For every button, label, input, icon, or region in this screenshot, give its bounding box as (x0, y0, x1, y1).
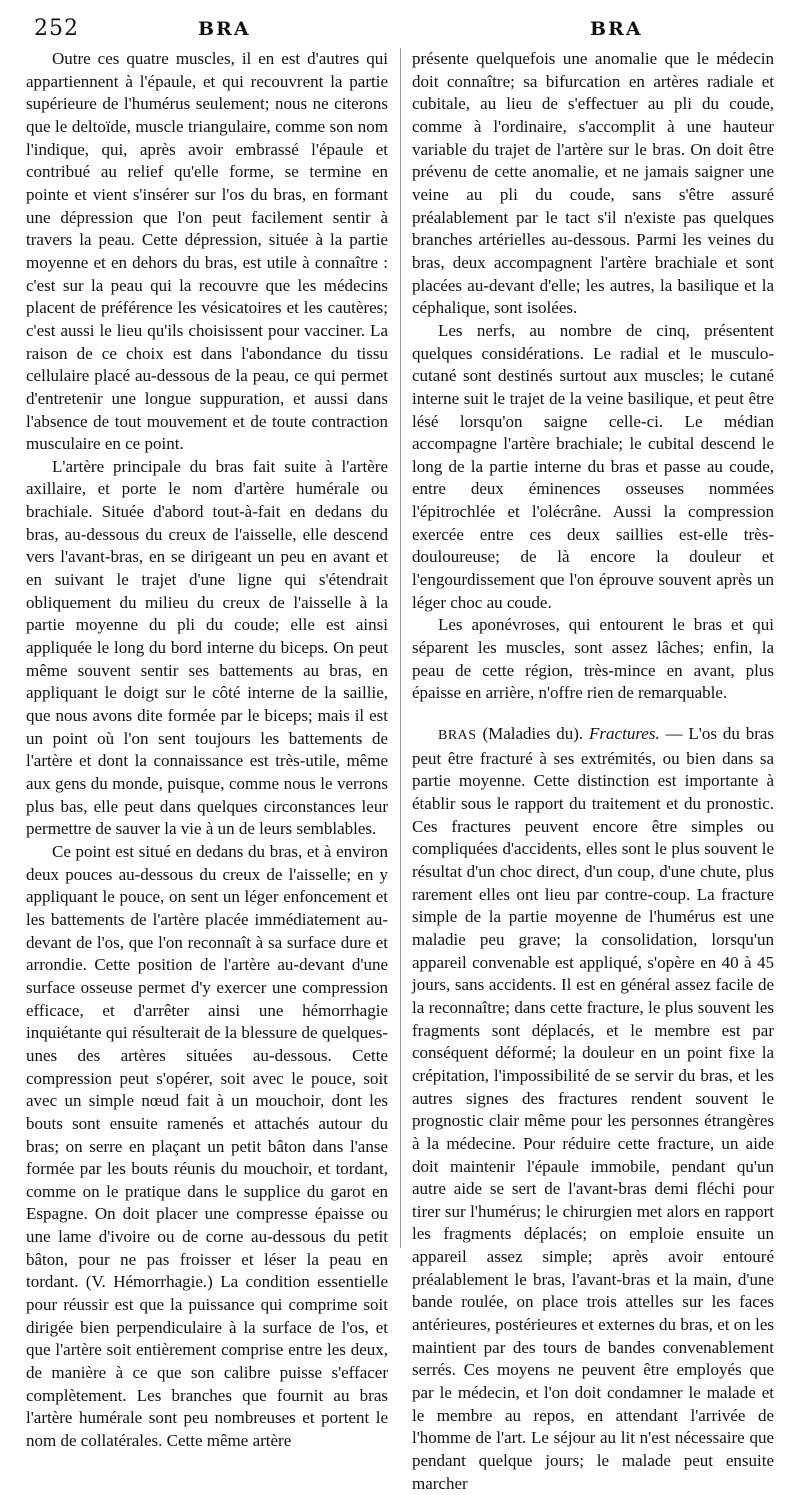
entry-heading: BRAS (438, 728, 477, 744)
section-title-fractures: Fractures. (589, 724, 660, 744)
left-column (26, 48, 388, 1453)
paragraph-anomaly: présente quelquefois une anomalie que le médecin doit connaître; sa bifurcation en artères radiale et cubitale, au lieu de s'effectuer au pli du coude, comme à l'ordinaire, s'accomplit à une hauteur variable du trajet de l'artère sur le bras. On doit être prévenu de cette anomalie, et ne jamais saigner une veine au pli du coude, sans s'être assuré préalablement par le tact s'il n'existe pas quelques branches artérielles au-dessous. Parmi les veines du bras, deux accompagnent l'artère brachiale et sont placées au-devant d'elle; les autres, la basilique et la céphalique, sont isolées. (412, 49, 774, 318)
paragraph-artery: L'artère principale du bras fait suite à l'artère axillaire, et porte le nom d'artère humérale ou brachiale. Située d'abord tout-à-fait en dedans du bras, au-dessous du creux de l'aisselle, elle descend vers l'avant-bras, en se dirigeant un peu en avant et en suivant le trajet d'une ligne qui s'étendrait obliquement du milieu du creux de l'aisselle à la partie moyenne du pli du coude; elle est ainsi appliquée le long du bord interne du biceps. On peut même souvent sentir ses battements au bras, en appliquant le doigt sur le côté interne de la saillie, que nous avons dite formée par le biceps; mais il est un point où l'on sent toujours les battements de l'artère et dont la connaissance est très-utile, même aux gens du monde, puisque, comme nous le verrons plus bas, elle peut dans quelques circonstances leur permettre de sauver la vie à un de leurs semblables. (26, 456, 388, 839)
column-divider (400, 48, 401, 1248)
paragraph-muscles: Outre ces quatre muscles, il en est d'autres qui appartiennent à l'épaule, et qui recouvrent la partie supérieure de l'humérus seulement; nous ne citerons que le deltoïde, muscle triangulaire, comme son nom l'indique, qui, après avoir embrassé l'épaule et contribué au relief qu'elle forme, se termine en pointe et vient s'insérer sur l'os du bras, en formant une dépression que l'on peut facilement sentir à travers la peau. Cette dépression, située à la partie moyenne et en dehors du bras, est utile à connaître : c'est sur la peau qui la recouvre que les médecins placent de préférence les vésicatoires et les cautères; c'est aussi le lieu qu'ils choisissent pour vacciner. La raison de ce choix est dans l'abondance du tissu cellulaire placé au-dessous de la peau, ce qui permet d'entretenir une longue suppuration, et aussi dans l'absence de tout mouvement et de toute contraction musculaire en ce point. (26, 49, 388, 454)
running-head-left: BRA (198, 18, 251, 40)
running-head-right: BRA (590, 18, 643, 40)
right-column (412, 48, 774, 1495)
paragraph-fractures (412, 723, 774, 1495)
paragraph-aponeuroses: Les aponévroses, qui entourent le bras et qui séparent les muscles, sont assez lâches; enfin, la peau de cette région, très-mince en avant, plus épaisse en arrière, n'offre rien de remarquable. (412, 615, 774, 703)
paragraph-nerves: Les nerfs, au nombre de cinq, présentent quelques considérations. Le radial et le musculo-cutané sont destinés surtout aux muscles; le cutané interne suit le trajet de la veine basilique, et peut être lésé lorsqu'on saigne celle-ci. Le médian accompagne l'artère brachiale; le cubital descend le long de la partie interne du bras et passe au coude, entre deux éminences osseuses nommées l'épitrochlée et l'olécrâne. Aussi la compression exercée entre ces deux saillies est-elle très-douloureuse; de là encore la douleur et l'engourdissement que l'on éprouve souvent après un léger choc au coude. (412, 320, 774, 612)
entry-subheading: (Maladies du). (482, 724, 584, 744)
page-header (0, 16, 800, 46)
page-number: 252 (34, 16, 79, 41)
section-gap (412, 705, 774, 723)
fractures-text: — L'os du bras peut être fracturé à ses extrémités, ou bien dans sa partie moyenne. Cette distinction est importante à établir sous le rapport du traitement et du pronostic. Ces fractures peuvent encore être simples ou compliquées d'accidents, elles sont le plus souvent le résultat d'un choc direct, d'un coup, d'une chute, plus rarement elles ont lieu par contre-coup. La fracture simple de la partie moyenne de l'humérus est une maladie peu grave; la consolidation, lorsqu'un appareil convenable est appliqué, s'opère en 40 à 45 jours, sans accidents. Il est en général assez facile de la reconnaître; dans cette fracture, le plus souvent les fragments sont déplacés, et le membre est par conséquent déformé; la douleur en un point fixe la crépitation, l'impossibilité de se servir du bras, et les autres signes des fractures rendent souvent le prognostic clair même pour les personnes étrangères à la médecine. Pour réduire cette fracture, un aide doit maintenir l'épaule immobile, pendant qu'un autre aide se sert de l'avant-bras demi fléchi pour tirer sur l'humérus; le chirurgien met alors en rapport les fragments déplacés; on emploie ensuite un appareil assez simple; après avoir entouré préalablement le bras, l'avant-bras et la main, d'une bande roulée, on place trois attelles sur les faces antérieures, postérieures et externes du bras, et on les maintient par des tours de bandes convenablement serrés. Ces moyens ne peuvent être employés que par le médecin, et l'on doit condamner le malade et le membre au repos, en attendant l'arrivée de l'homme de l'art. Le séjour au lit n'est nécessaire que pendant quelque jours; le malade peut ensuite marcher (412, 724, 775, 1493)
paragraph-compression: Ce point est situé en dedans du bras, et à environ deux pouces au-dessous du creux de l'aisselle; en y appliquant le pouce, on sent un léger enfoncement et les battements de l'artère placée immédiatement au-devant de l'os, que l'on reconnaît à sa surface dure et arrondie. Cette position de l'artère au-devant d'une surface osseuse permet d'y exercer une compression efficace, et d'arrêter ainsi une hémorrhagie inquiétante qui résulterait de la blessure de quelques-unes des artères situées au-dessous. Cette compression peut s'opérer, soit avec le pouce, soit avec un simple nœud fait à un mouchoir, dont les bouts sont ensuite ramenés et attachés autour du bras; on serre en plaçant un petit bâton dans l'anse formée par les bouts réunis du mouchoir, et tordant, comme on le pratique dans le supplice du garot en Espagne. On doit placer une compresse épaisse ou une lame d'ivoire ou de corne au-dessous du petit bâton, pour ne pas froisser et léser la peau en tordant. (V. Hémorrhagie.) La condition essentielle pour réussir est que la puissance qui comprime soit dirigée bien perpendiculaire à la surface de l'os, et que l'artère soit entièrement comprise entre les deux, de manière à ce que son calibre puisse s'effacer complètement. Les branches que fournit au bras l'artère humérale sont peu nombreuses et portent le nom de collatérales. Cette même artère (26, 841, 388, 1451)
